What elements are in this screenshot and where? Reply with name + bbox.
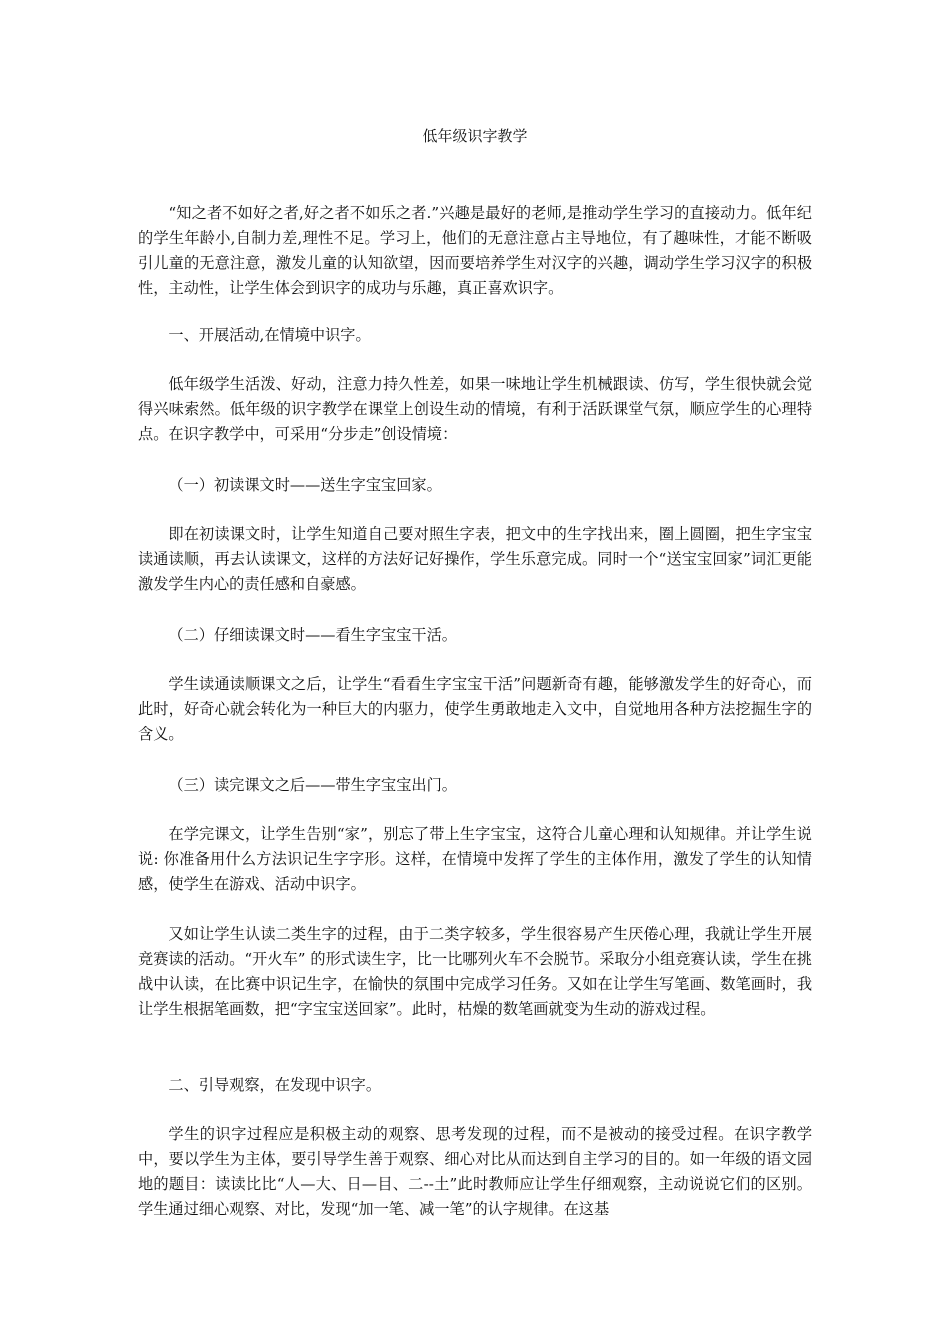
heading-section-2: 二、引导观察，在发现中识字。	[168, 1076, 382, 1094]
paragraph-section-1: 低年级学生活泼、好动，注意力持久性差，如果一味地让学生机械跟读、仿写，学生很快就会觉得兴味索然。低年级的识字教学在课堂上创设生动的情境，有利于活跃课堂气氛，顺应学生的心理特点。在识字教学中，可采用“分步走”创设情境：	[138, 375, 812, 443]
paragraph-intro: “知之者不如好之者,好之者不如乐之者.”兴趣是最好的老师,是推动学生学习的直接动力。低年纪的学生年龄小,自制力差,理性不足。学习上，他们的无意注意占主导地位，有了趣味性，才能不断吸引儿童的无意注意，激发儿童的认知欲望，因而要培养学生对汉字的兴趣，调动学生学习汉字的积极性，主动性，让学生体会到识字的成功与乐趣，真正喜欢识字。	[138, 204, 812, 297]
paragraph-step-1: 即在初读课文时，让学生知道自己要对照生字表，把文中的生字找出来，圈上圆圈，把生字宝宝读通读顺，再去认读课文，这样的方法好记好操作，学生乐意完成。同时一个“送宝宝回家”词汇更能激发学生内心的责任感和自豪感。	[138, 525, 812, 593]
heading-step-1: （一）初读课文时——送生字宝宝回家。	[168, 476, 442, 494]
document-title: 低年级识字教学	[422, 127, 528, 145]
paragraph-step-2: 学生读通读顺课文之后，让学生“看看生字宝宝干活”问题新奇有趣，能够激发学生的好奇心，而此时，好奇心就会转化为一种巨大的内驱力，使学生勇敢地走入文中，自觉地用各种方法挖掘生字的含义。	[138, 675, 812, 743]
heading-step-2: （二）仔细读课文时——看生字宝宝干活。	[168, 626, 457, 644]
heading-section-1: 一、开展活动,在情境中识字。	[168, 326, 371, 344]
paragraph-section-2: 学生的识字过程应是积极主动的观察、思考发现的过程，而不是被动的接受过程。在识字教学中，要以学生为主体，要引导学生善于观察、细心对比从而达到自主学习的目的。如一年级的语文园地的题目：读读比比“人—大、日—目、二--土”此时教师应让学生仔细观察，主动说说它们的区别。学生通过细心观察、对比，发现“加一笔、减一笔”的认字规律。在这基	[138, 1125, 812, 1218]
paragraph-example: 又如让学生认读二类生字的过程，由于二类字较多，学生很容易产生厌倦心理，我就让学生开展竞赛读的活动。“开火车” 的形式读生字，比一比哪列火车不会脱节。采取分小组竞赛认读，学生在挑战中认读，在比赛中识记生字，在愉快的氛围中完成学习任务。又如在让学生写笔画、数笔画时，我让学生根据笔画数，把“字宝宝送回家”。此时，枯燥的数笔画就变为生动的游戏过程。	[138, 925, 812, 1018]
paragraph-step-3: 在学完课文，让学生告别“家”，别忘了带上生字宝宝，这符合儿童心理和认知规律。并让学生说说: 你准备用什么方法识记生字字形。这样，在情境中发挥了学生的主体作用，激发了学生的认知情感，使学生在游戏、活动中识字。	[138, 825, 812, 893]
heading-step-3: （三）读完课文之后——带生字宝宝出门。	[168, 776, 457, 794]
